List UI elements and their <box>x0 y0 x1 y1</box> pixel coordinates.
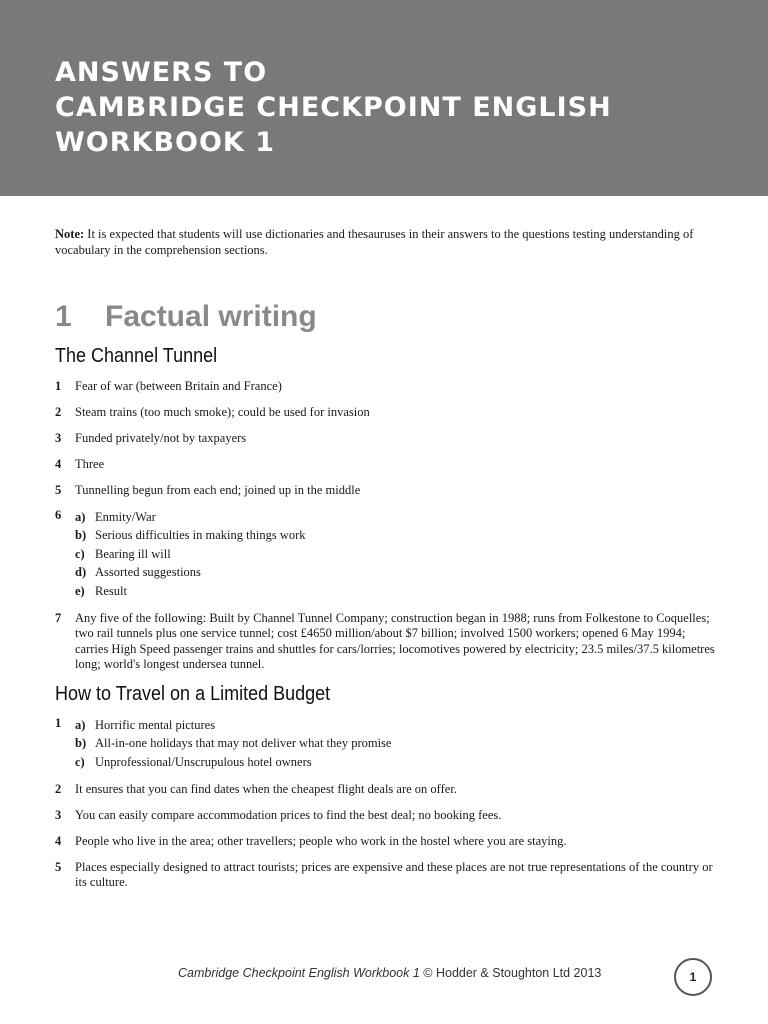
answer-number: 4 <box>55 833 62 848</box>
answer-text: Steam trains (too much smoke); could be used for invasion <box>75 405 370 419</box>
answer-item <box>55 716 715 772</box>
sub-answer-label: a) <box>75 509 86 524</box>
sub-answer <box>75 545 715 564</box>
answer-number: 5 <box>55 859 62 874</box>
answer-text: Any five of the following: Built by Channel Tunnel Company; construction began in 1988; runs from Folkestone to Coquelles; two rail tunnels plus one service tunnel; cost £4650 million/about $7 billion; involved 1500 workers; opened 6 May 1994; carries High Speed passenger trains and shuttles for cars/lorries; locomotives powered by electricity; 23.5 miles/37.5 kilometres long; world's longest undersea tunnel. <box>75 610 715 671</box>
answer-text: Funded privately/not by taxpayers <box>75 431 247 445</box>
answer-item <box>55 860 715 891</box>
answer-number: 6 <box>55 507 62 522</box>
chapter-number: 1 <box>55 300 72 333</box>
note-text: It is expected that students will use dictionaries and thesauruses in their answers to the questions testing understanding of vocabulary in the comprehension sections. <box>55 227 694 257</box>
chapter-heading <box>55 300 317 334</box>
page-number: 1 <box>674 958 712 996</box>
answer-number: 3 <box>55 431 62 445</box>
chapter-title: Factual writing <box>105 300 317 333</box>
footer-copyright: © Hodder & Stoughton Ltd 2013 <box>423 966 602 980</box>
answer-item <box>55 379 715 395</box>
page-title <box>55 55 612 160</box>
answer-item <box>55 508 715 601</box>
sub-answer <box>75 508 715 527</box>
sub-answer-text: Unprofessional/Unscrupulous hotel owners <box>95 754 312 769</box>
sub-answer-text: All-in-one holidays that may not deliver what they promise <box>95 736 392 750</box>
answer-item <box>55 611 715 673</box>
answer-text: It ensures that you can find dates when the cheapest flight deals are on offer. <box>75 781 457 796</box>
answer-number: 1 <box>55 715 62 730</box>
sub-answer-text: Serious difficulties in making things work <box>95 528 306 542</box>
sub-answer <box>75 582 715 601</box>
sub-answer <box>75 526 715 545</box>
sub-answer-text: Horrific mental pictures <box>95 717 216 732</box>
sub-answer <box>75 734 715 753</box>
sub-answer <box>75 563 715 582</box>
answer-item <box>55 782 715 798</box>
answer-item <box>55 834 715 850</box>
answer-text: People who live in the area; other travellers; people who work in the hostel where you are staying. <box>75 833 567 848</box>
sub-answer-label: e) <box>75 583 85 598</box>
sub-answer-label: b) <box>75 528 87 542</box>
sub-answer-label: b) <box>75 736 87 750</box>
sub-answer-text: Assorted suggestions <box>95 565 201 579</box>
section-title-channel-tunnel: The Channel Tunnel <box>55 345 218 367</box>
answer-number: 4 <box>55 457 62 471</box>
answer-text: Tunnelling begun from each end; joined up in the middle <box>75 483 361 497</box>
question-list-limited-budget <box>55 717 715 901</box>
sub-answer-label: c) <box>75 546 85 561</box>
page-footer <box>178 966 601 980</box>
answer-item <box>55 431 715 447</box>
answer-item <box>55 405 715 421</box>
footer-book-title: Cambridge Checkpoint English Workbook 1 <box>178 966 420 980</box>
sub-answer-label: a) <box>75 717 86 732</box>
sub-answer <box>75 716 715 735</box>
question-list-channel-tunnel <box>55 379 715 683</box>
answer-text: Three <box>75 457 105 471</box>
sub-answer <box>75 753 715 772</box>
title-banner <box>0 0 768 196</box>
sub-answer-label: c) <box>75 754 85 769</box>
sub-answer-label: d) <box>75 565 87 579</box>
answer-number: 2 <box>55 405 62 419</box>
title-line-2: CAMBRIDGE CHECKPOINT ENGLISH <box>55 92 612 123</box>
sub-answer-text: Enmity/War <box>95 509 156 524</box>
answer-number: 2 <box>55 781 62 796</box>
title-line-1: ANSWERS TO <box>55 57 268 88</box>
answer-number: 7 <box>55 610 62 625</box>
answer-text: You can easily compare accommodation prices to find the best deal; no booking fees. <box>75 807 502 822</box>
answer-number: 1 <box>55 379 62 393</box>
title-line-3: WORKBOOK 1 <box>55 127 276 158</box>
answer-item <box>55 457 715 473</box>
note-paragraph <box>55 226 705 258</box>
answer-item <box>55 808 715 824</box>
answer-text: Places especially designed to attract tourists; prices are expensive and these places are not true representations of the country or its culture. <box>75 859 713 889</box>
note-label: Note: <box>55 227 85 241</box>
answer-number: 3 <box>55 807 62 822</box>
answer-item <box>55 483 715 499</box>
sub-answer-text: Bearing ill will <box>95 546 171 561</box>
sub-answer-text: Result <box>95 583 127 598</box>
answer-text: Fear of war (between Britain and France) <box>75 379 282 393</box>
answer-number: 5 <box>55 483 62 497</box>
section-title-limited-budget: How to Travel on a Limited Budget <box>55 683 331 705</box>
